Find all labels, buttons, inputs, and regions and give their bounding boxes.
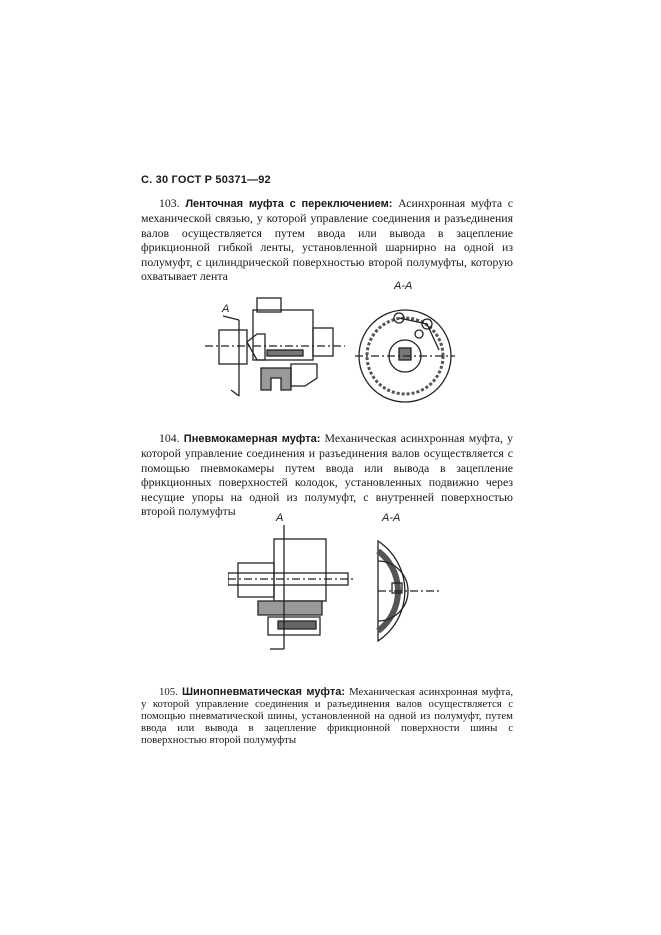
- term-104: [141, 431, 513, 518]
- term-name: Пневмокамерная муфта:: [183, 433, 321, 445]
- figure-104-pneumochamber-clutch: [228, 525, 448, 655]
- term-name: Ленточная муфта с переключением:: [185, 198, 393, 210]
- term-103: [141, 196, 513, 283]
- page-header: С. 30 ГОСТ Р 50371—92: [141, 174, 271, 186]
- term-number: 104.: [159, 431, 180, 445]
- term-definition: Асинхронная муфта с механической связью, у которой управление соединения и разъединения валов осуществляется путем ввода или вывода в зацепление фрикционной гибкой ленты, установленной шарнирно на одной из полумуфт, с цилиндрической поверхностью второй полумуфты, которую охватывает лента: [141, 196, 513, 284]
- term-number: 105.: [159, 686, 178, 698]
- figure-104-drawing: [228, 525, 448, 655]
- section-title: А-А: [394, 280, 413, 292]
- term-definition: Механическая асинхронная муфта, у которой управление соединения и разъединения валов осуществляется с помощью пневмокамеры путем ввода или вывода в зацепление фрикционных поверхностей колодок, установленных подвижно через несущие упоры на одной из полумуфт, с внутренней поверхностью второй полумуфты: [141, 431, 513, 519]
- term-105: [141, 686, 513, 746]
- figure-103-drawing: [205, 290, 455, 410]
- term-name: Шинопневматическая муфта:: [181, 686, 346, 698]
- section-mark: A: [276, 512, 284, 524]
- term-definition: Механическая асинхронная муфта, у которой управление соединения и разъединения валов осуществляется с помощью пневматической шины, установленной на одной из полумуфт, путем ввода или вывода в зацепление фрикционной поверхности шины с поверхностью второй полумуфты: [141, 686, 514, 746]
- figure-103-band-clutch: [205, 290, 455, 410]
- section-title: А-А: [382, 512, 401, 524]
- section-mark: A: [222, 303, 230, 315]
- term-number: 103.: [159, 196, 180, 210]
